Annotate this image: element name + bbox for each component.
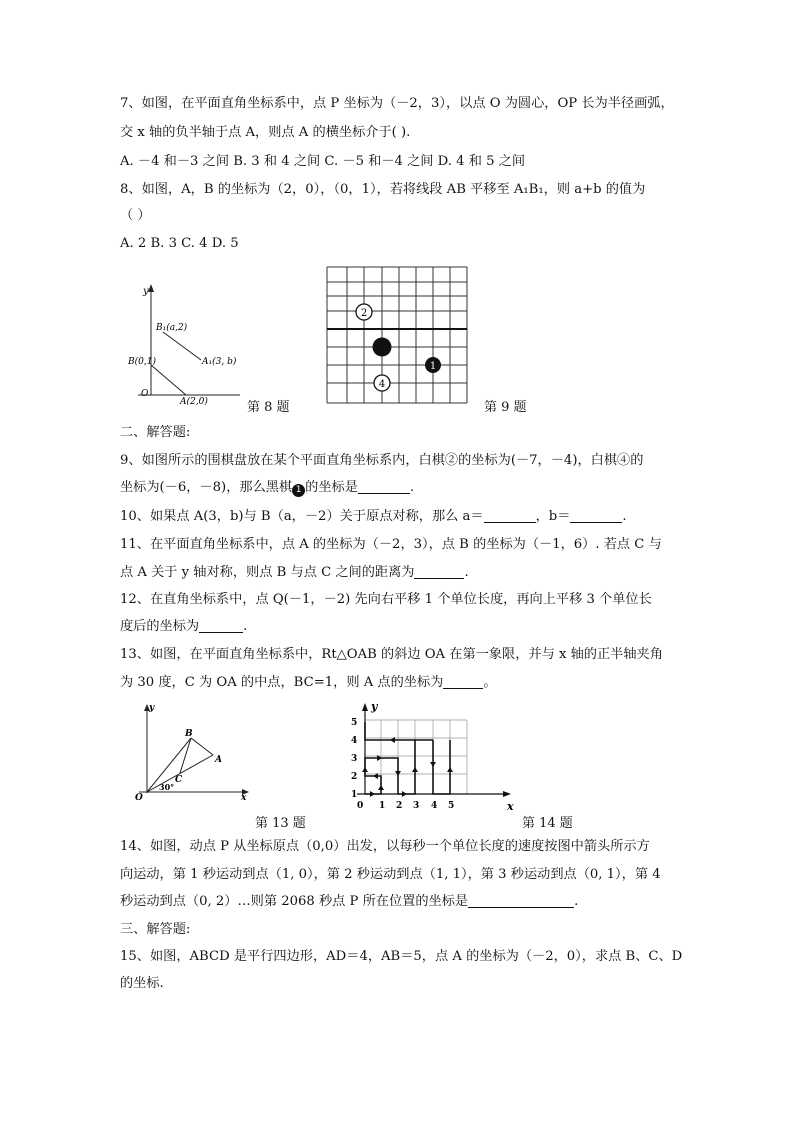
q14-line3-a: 秒运动到点（0, 2）…则第 2068 秒点 P 所在位置的坐标是	[120, 894, 469, 909]
q11-line2-b: .	[464, 565, 469, 580]
q9-line2-a: 坐标为(－6，－8)，那么黑棋	[120, 480, 293, 495]
q9-line2-c: .	[409, 480, 415, 495]
q7-line2: 交 x 轴的负半轴于点 A，则点 A 的横坐标介于( ).	[120, 125, 411, 140]
q7-line1: 7、如图，在平面直角坐标系中，点 P 坐标为（－2，3），以点 O 为圆心，OP 长为半径画弧，	[120, 96, 674, 111]
stone-1-label: 1	[429, 361, 437, 372]
q12-line2	[120, 618, 247, 636]
fig14-y-tick-5: 5	[351, 718, 358, 728]
figure-8	[128, 280, 248, 405]
fig13-b-label: B	[185, 729, 193, 739]
fig13-caption: 第 13 题	[255, 816, 306, 831]
fig14-y-label: y	[371, 700, 378, 713]
fig14-x-tick-3: 3	[413, 801, 420, 811]
q13-answer-blank[interactable]	[443, 674, 483, 689]
fig8-a-label: A(2,0)	[180, 397, 208, 405]
fig14-x-tick-2: 2	[396, 801, 403, 811]
fig14-x-tick-5: 5	[448, 801, 455, 811]
section-2-heading: 二、解答题:	[120, 425, 191, 440]
fig13-a-label: A	[215, 755, 222, 765]
stone-4-label: 4	[378, 379, 386, 390]
fig13-c-label: C	[175, 775, 183, 785]
fig13-angle-label: 30°	[159, 782, 175, 792]
fig14-x-tick-1: 1	[379, 801, 386, 811]
black-stone-1-icon: 1	[292, 484, 305, 497]
fig14-x-tick-0: 0	[357, 801, 364, 811]
fig8-caption: 第 8 题	[247, 400, 290, 415]
q13-line2-b: 。	[483, 675, 497, 690]
fig8-b-label: B(0,1)	[128, 357, 156, 367]
fig14-y-tick-2: 2	[351, 772, 358, 782]
q8-line1: 8、如图，A，B 的坐标为（2，0），（0，1），若将线段 AB 平移至 A₁B₁，则 a+b 的值为	[120, 182, 646, 197]
fig14-caption: 第 14 题	[522, 816, 573, 831]
q10-a-blank[interactable]	[484, 508, 536, 523]
fig8-a1-label: A₁(3, b)	[202, 357, 237, 367]
section-3-heading: 三、解答题:	[120, 922, 191, 937]
q14-line3	[120, 893, 578, 911]
q12-line2-a: 度后的坐标为	[120, 619, 200, 634]
q9-line1: 9、如图所示的围棋盘放在某个平面直角坐标系内，白棋②的坐标为(－7，－4)，白棋④的	[120, 453, 644, 468]
fig14-y-tick-4: 4	[351, 736, 358, 746]
figure-9	[322, 263, 472, 408]
q12-answer-blank[interactable]	[199, 618, 243, 633]
q11-line2	[120, 564, 469, 582]
q12-line2-b: .	[243, 619, 248, 634]
fig13-y-label: y	[149, 703, 155, 713]
figure-14	[335, 700, 520, 812]
q15-line2: 的坐标.	[120, 976, 164, 991]
fig14-x-tick-4: 4	[431, 801, 438, 811]
q12-line1: 12、在直角坐标系中，点 Q(－1，－2) 先向右平移 1 个单位长度，再向上平移 3 个单位长	[120, 592, 652, 607]
q14-line2: 向运动，第 1 秒运动到点（1, 0），第 2 秒运动到点（1, 1），第 3 秒运动到点（0, 1），第 4	[120, 867, 661, 882]
q10-line	[120, 508, 627, 526]
figure-13	[133, 700, 253, 800]
q13-line2-a: 为 30 度，C 为 OA 的中点，BC=1，则 A 点的坐标为	[120, 675, 444, 690]
fig9-caption: 第 9 题	[484, 400, 527, 415]
fig14-x-label: x	[507, 800, 514, 812]
q11-answer-blank[interactable]	[414, 564, 464, 579]
q9-answer-blank[interactable]	[358, 479, 410, 494]
q10-b-blank[interactable]	[570, 508, 622, 523]
fig8-y-label: y	[143, 286, 149, 297]
q11-line2-a: 点 A 关于 y 轴对称，则点 B 与点 C 之间的距离为	[120, 565, 415, 580]
q10-b: ，b＝	[535, 509, 571, 524]
fig14-y-tick-1: 1	[351, 790, 358, 800]
stone-2-label: 2	[360, 308, 368, 319]
q8-line2: （ ）	[120, 208, 151, 223]
q13-line2	[120, 674, 497, 692]
q7-options: A. －4 和－3 之间 B. 3 和 4 之间 C. －5 和－4 之间 D. 4 和 5 之间	[120, 154, 526, 169]
fig14-y-tick-3: 3	[351, 754, 358, 764]
q9-line2	[120, 479, 414, 497]
fig13-o-label: O	[135, 793, 143, 800]
q10-c: .	[622, 509, 627, 524]
q14-answer-blank[interactable]	[468, 893, 574, 908]
fig8-b1-label: B₁(a,2)	[156, 323, 188, 333]
q15-line1: 15、如图，ABCD 是平行四边形，AD＝4，AB＝5，点 A 的坐标为（－2，0），求点 B、C、D	[120, 949, 683, 964]
q8-options: A. 2 B. 3 C. 4 D. 5	[120, 236, 239, 251]
q14-line1: 14、如图，动点 P 从坐标原点（0,0）出发，以每秒一个单位长度的速度按图中箭头所示方	[120, 839, 650, 854]
fig13-x-label: x	[241, 793, 247, 800]
q14-line3-b: .	[574, 894, 579, 909]
q11-line1: 11、在平面直角坐标系中，点 A 的坐标为（－2，3），点 B 的坐标为（－1，6）. 若点 C 与	[120, 537, 662, 552]
q9-line2-b: 的坐标是	[305, 480, 358, 495]
fig8-o-label: O	[141, 389, 149, 399]
q13-line1: 13、如图，在平面直角坐标系中，Rt△OAB 的斜边 OA 在第一象限，并与 x 轴的正半轴夹角	[120, 647, 663, 662]
q10-a: 10、如果点 A(3，b)与 B（a，－2）关于原点对称，那么 a＝	[120, 509, 484, 524]
